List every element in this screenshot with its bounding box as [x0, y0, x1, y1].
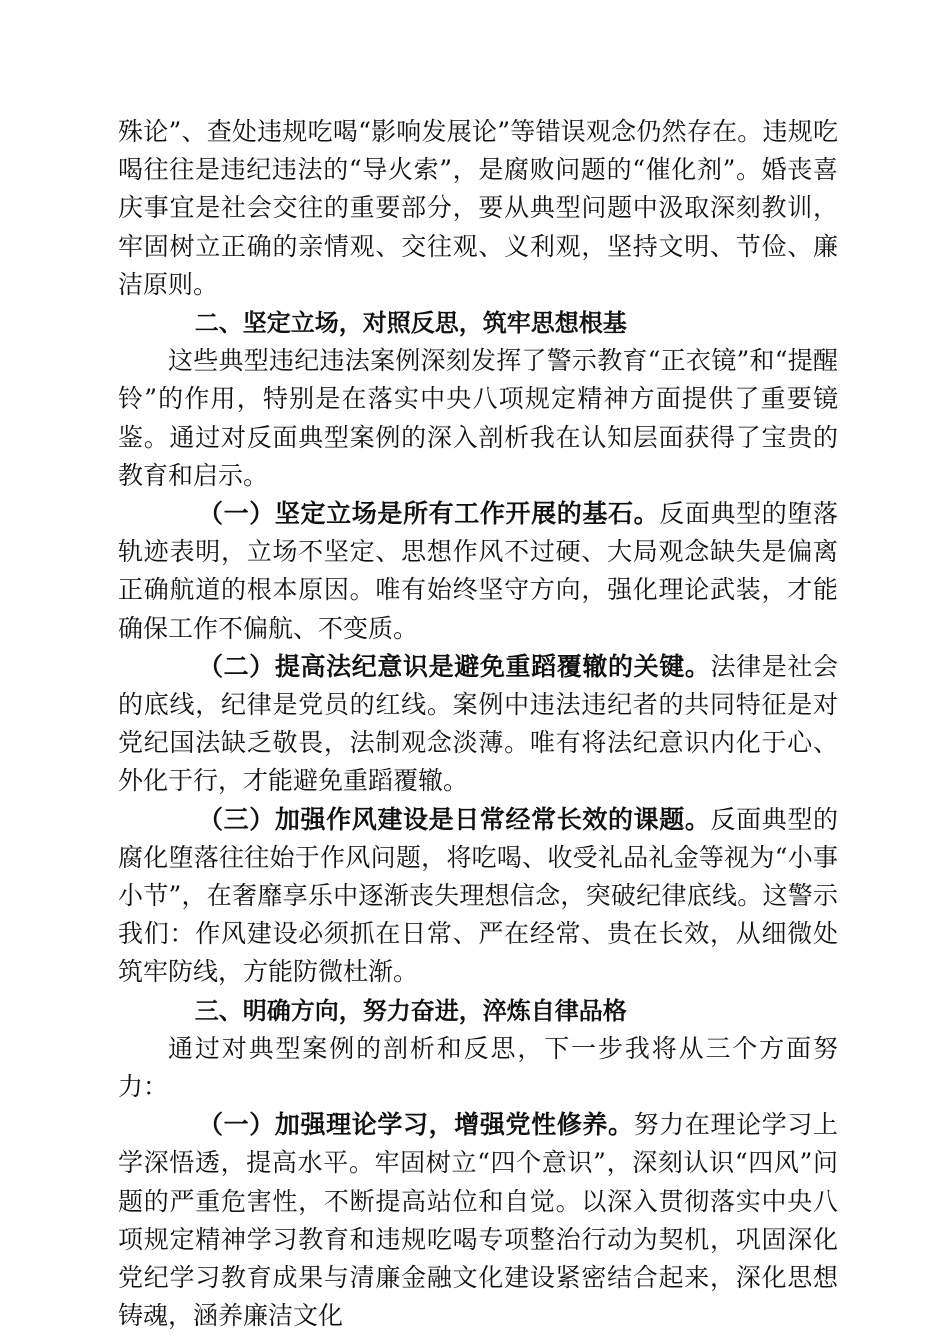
point-lead: （一）坚定立场是所有工作开展的基石。 — [198, 499, 660, 529]
paragraph-point-2-3 — [118, 801, 838, 992]
paragraph-point-3-1 — [118, 1106, 838, 1335]
point-body: 反面典型的腐化堕落往往始于作风问题，将吃喝、收受礼品礼金等视为“小事小节”，在奢靡享乐中逐渐丧失理想信念，突破纪律底线。这警示我们：作风建设必须抓在日常、严在经常、贵在长效，从细微处筑牢防线，方能防微杜渐。 — [118, 804, 838, 987]
section-heading-3: 三、明确方向，努力奋进，淬炼自律品格 — [194, 996, 627, 1025]
point-body: 法律是社会的底线，纪律是党员的红线。案例中违法违纪者的共同特征是对党纪国法缺乏敬畏，法制观念淡薄。唯有将法纪意识内化于心、外化于行，才能避免重蹈覆辙。 — [118, 651, 838, 796]
point-lead: （一）加强理论学习，增强党性修养。 — [198, 1110, 634, 1140]
section-heading-2: 二、坚定立场，对照反思，筑牢思想根基 — [194, 309, 627, 338]
document-body — [118, 113, 838, 1336]
point-body: 努力在理论学习上学深悟透，提高水平。牢固树立“四个意识”，深刻认识“四风”问题的严重危害性，不断提高站位和自觉。以深入贯彻落实中央八项规定精神学习教育和违规吃喝专项整治行动为契机，巩固深化党纪学习教育成果与清廉金融文化建设紧密结合起来，深化思想铸魂，涵养廉洁文化 — [118, 1110, 838, 1331]
paragraph-point-2-2 — [118, 648, 838, 801]
paragraph-point-2-1 — [118, 495, 838, 648]
paragraph-intro-3: 通过对典型案例的剖析和反思，下一步我将从三个方面努力： — [118, 1033, 838, 1102]
point-lead: （二）提高法纪意识是避免重蹈覆辙的关键。 — [198, 651, 711, 681]
point-lead: （三）加强作风建设是日常经常长效的课题。 — [198, 804, 711, 834]
paragraph-intro-2: 这些典型违纪违法案例深刻发挥了警示教育“正衣镜”和“提醒铃”的作用，特别是在落实中央八项规定精神方面提供了重要镜鉴。通过对反面典型案例的深入剖析我在认知层面获得了宝贵的教育和启示。 — [118, 346, 838, 490]
point-body: 反面典型的堕落轨迹表明，立场不坚定、思想作风不过硬、大局观念缺失是偏离正确航道的根本原因。唯有始终坚守方向，强化理论武装，才能确保工作不偏航、不变质。 — [118, 499, 838, 643]
paragraph-continuation: 殊论”、查处违规吃喝“影响发展论”等错误观念仍然存在。违规吃喝往往是违纪违法的“导火索”，是腐败问题的“催化剂”。婚丧喜庆事宜是社会交往的重要部分，要从典型问题中汲取深刻教训，牢固树立正确的亲情观、交往观、义利观，坚持文明、节俭、廉洁原则。 — [118, 117, 838, 299]
